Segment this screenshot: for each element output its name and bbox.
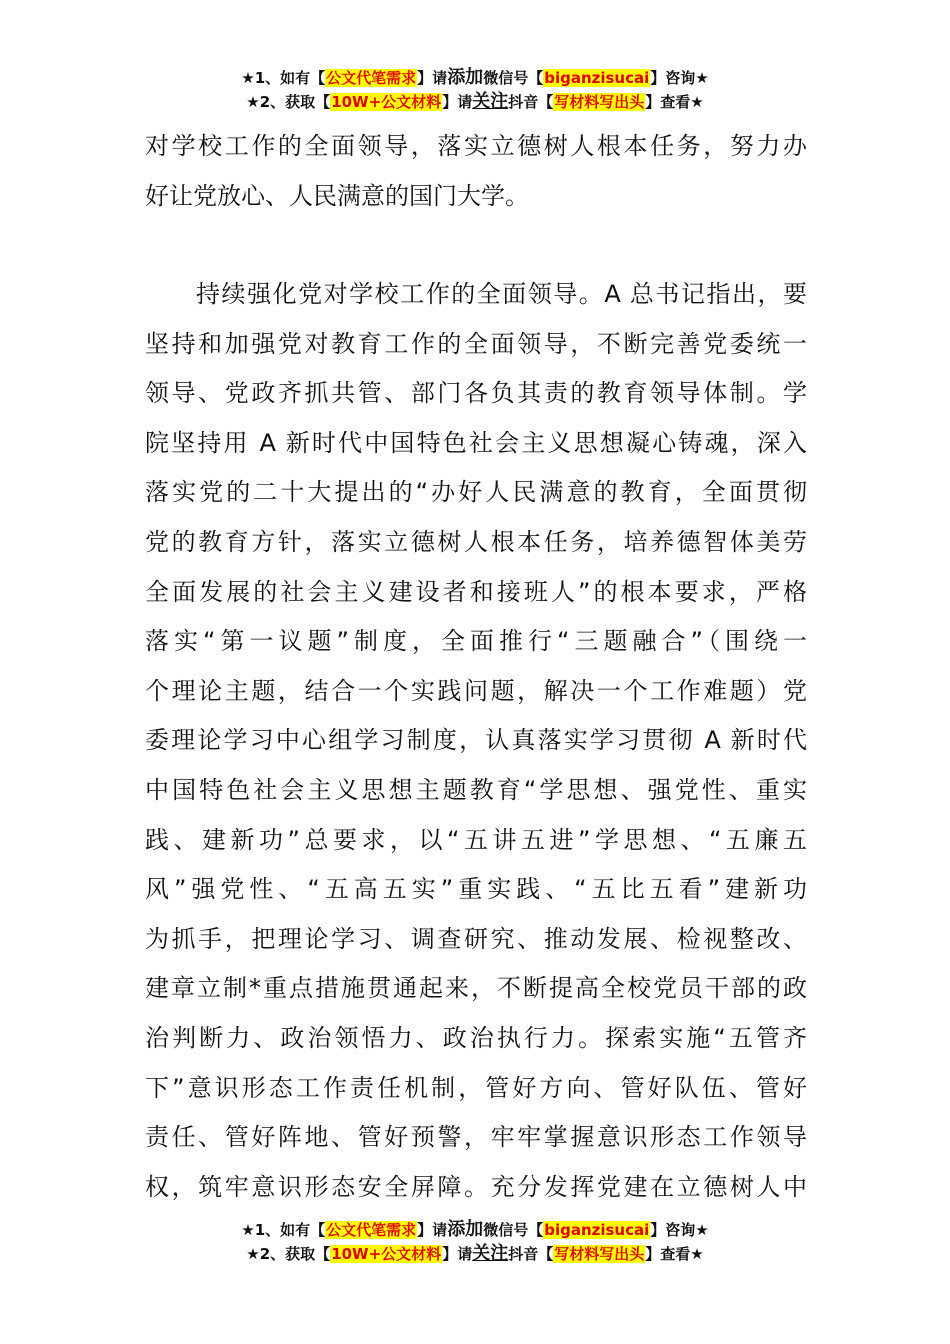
text-line: 为抓手，把理论学习、调查研究、推动发展、检视整改、 [145, 924, 807, 953]
text-line: 权，筑牢意识形态安全屏障。充分发挥党建在立德树人中 [145, 1172, 807, 1201]
text-line: 对学校工作的全面领导，落实立德树人根本任务，努力办 [145, 132, 807, 160]
text-line: 党的教育方针，落实立德树人根本任务，培养德智体美劳 [145, 527, 807, 556]
star-icon: ★ [241, 69, 255, 87]
footer-banner [0, 1218, 950, 1266]
banner-text: 抖音【 [508, 1245, 554, 1263]
star-icon: ★ [695, 1221, 709, 1239]
star-icon: ★ [241, 1221, 255, 1239]
banner-text: 2、获取【 [259, 93, 331, 111]
banner-text: 1、如有【 [254, 1221, 326, 1239]
highlight-wechat-id: biganzisucai [544, 69, 650, 87]
text-line: 落实党的二十大提出的“办好人民满意的教育，全面贯彻 [145, 478, 807, 507]
text-line: 践、建新功”总要求，以“五讲五进”学思想、“五廉五 [145, 825, 807, 854]
banner-text: 】咨询 [650, 69, 696, 87]
paragraph-continued [145, 122, 807, 221]
star-icon: ★ [690, 93, 704, 111]
text-line: 委理论学习中心组学习制度，认真落实学习贯彻 A 新时代 [145, 726, 807, 755]
highlight-service: 公文代笔需求 [326, 1221, 417, 1239]
star-icon: ★ [246, 1245, 260, 1263]
text-line: 治判断力、政治领悟力、政治执行力。探索实施“五管齐 [145, 1023, 807, 1052]
banner-text: 微信号【 [483, 69, 544, 87]
text-line: 坚持和加强党对教育工作的全面领导，不断完善党委统一 [145, 329, 807, 358]
text-line: 好让党放心、人民满意的国门大学。 [145, 181, 529, 210]
banner-line-1 [0, 1218, 950, 1242]
banner-text: 】请 [417, 1221, 448, 1239]
highlight-service: 公文代笔需求 [326, 69, 417, 87]
banner-text: 】请 [442, 1245, 473, 1263]
text-line: 落实“第一议题”制度，全面推行“三题融合”（围绕一 [145, 627, 807, 656]
star-icon: ★ [246, 93, 260, 111]
banner-text: 微信号【 [483, 1221, 544, 1239]
text-line: 建章立制*重点措施贯通起来，不断提高全校党员干部的政 [145, 974, 807, 1003]
paragraph-main [145, 270, 807, 1212]
banner-text: 抖音【 [508, 93, 554, 111]
star-icon: ★ [695, 69, 709, 87]
star-icon: ★ [690, 1245, 704, 1263]
banner-text: 1、如有【 [254, 69, 326, 87]
banner-text: 】请 [442, 93, 473, 111]
banner-emphasis: 关注 [472, 1243, 509, 1264]
highlight-materials: 10W+公文材料 [331, 1245, 442, 1263]
header-banner [0, 66, 950, 114]
highlight-materials: 10W+公文材料 [331, 93, 442, 111]
text-line: 个理论主题，结合一个实践问题，解决一个工作难题）党 [145, 676, 807, 705]
banner-text: 】查看 [645, 93, 691, 111]
banner-emphasis: 添加 [447, 1219, 484, 1240]
text-line: 持续强化党对学校工作的全面领导。A 总书记指出，要 [145, 280, 807, 308]
banner-text: 2、获取【 [259, 1245, 331, 1263]
banner-text: 】请 [417, 69, 448, 87]
text-line: 责任、管好阵地、管好预警，牢牢掌握意识形态工作领导 [145, 1123, 807, 1152]
banner-line-2 [0, 1242, 950, 1266]
banner-emphasis: 关注 [472, 91, 509, 112]
banner-text: 】咨询 [650, 1221, 696, 1239]
text-line: 院坚持用 A 新时代中国特色社会主义思想凝心铸魂，深入 [145, 428, 807, 457]
banner-emphasis: 添加 [447, 67, 484, 88]
banner-line-1 [0, 66, 950, 90]
text-line: 中国特色社会主义思想主题教育“学思想、强党性、重实 [145, 775, 807, 804]
text-line: 全面发展的社会主义建设者和接班人”的根本要求，严格 [145, 577, 807, 606]
highlight-douyin: 写材料写出头 [554, 1245, 645, 1263]
highlight-douyin: 写材料写出头 [554, 93, 645, 111]
text-line: 风”强党性、“五高五实”重实践、“五比五看”建新功 [145, 875, 807, 904]
highlight-wechat-id: biganzisucai [544, 1221, 650, 1239]
banner-line-2 [0, 90, 950, 114]
banner-text: 】查看 [645, 1245, 691, 1263]
text-line: 下”意识形态工作责任机制，管好方向、管好队伍、管好 [145, 1073, 807, 1102]
text-line: 领导、党政齐抓共管、部门各负其责的教育领导体制。学 [145, 379, 807, 408]
